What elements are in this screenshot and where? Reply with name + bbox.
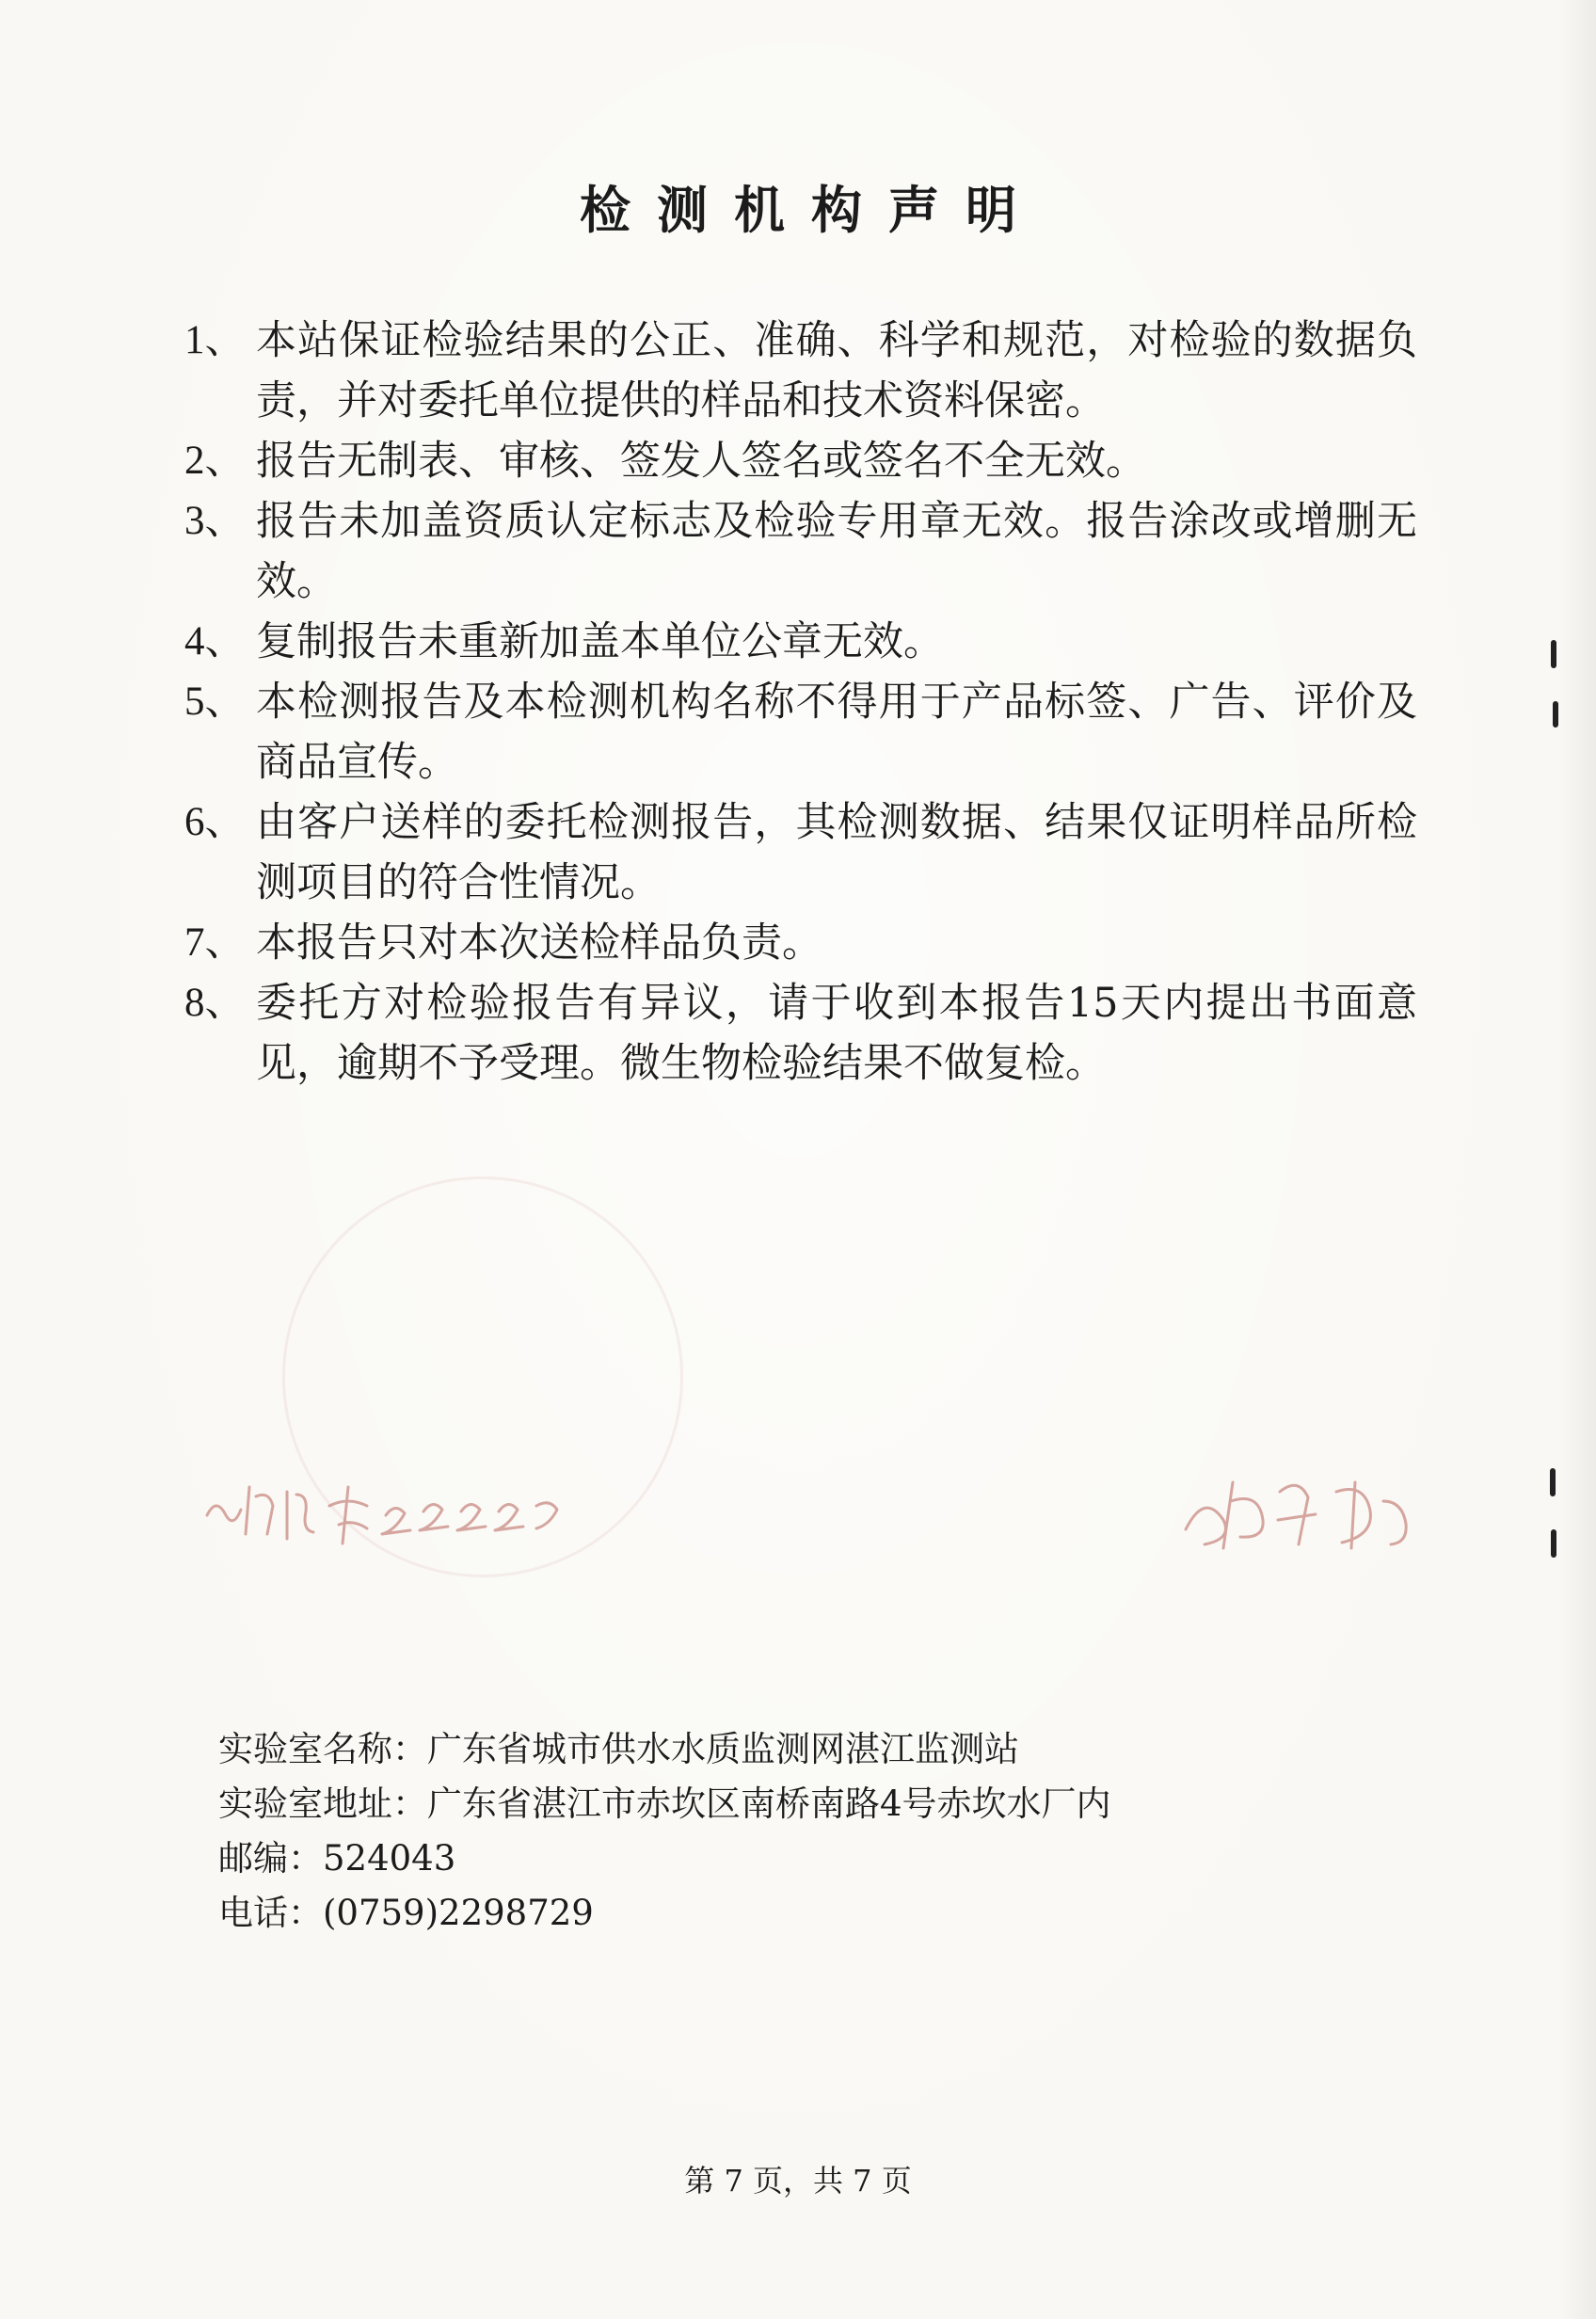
clause-text: 由客户送样的委托检测报告，其检测数据、结果仅证明样品所检测项目的符合性情况。: [256, 799, 1417, 906]
clause-item: [184, 913, 1417, 973]
clause-number: 5、: [184, 680, 246, 724]
clause-number: 2、: [184, 439, 246, 483]
clause-number: 7、: [184, 920, 246, 965]
clause-text: 本站保证检验结果的公正、准确、科学和规范，对检验的数据负责，并对委托单位提供的样品和技术资料保密。: [256, 317, 1417, 424]
lab-address: 实验室地址：广东省湛江市赤坎区南桥南路4号赤坎水厂内: [218, 1783, 1111, 1824]
page-number: 第 7 页，共 7 页: [684, 2163, 912, 2199]
handwritten-date-signature: [198, 1449, 593, 1562]
clause-item: [184, 311, 1417, 431]
clause-item: [184, 612, 1417, 672]
clause-number: 1、: [184, 318, 246, 362]
clause-list: [184, 311, 1417, 1094]
clause-number: 8、: [184, 981, 246, 1025]
clause-text: 复制报告未重新加盖本单位公章无效。: [256, 618, 944, 665]
binding-hole-mark: [1551, 640, 1556, 668]
clause-item: [184, 672, 1417, 792]
clause-text: 委托方对检验报告有异议，请于收到本报告15天内提出书面意见，逾期不予受理。微生物检验结果不做复检。: [256, 980, 1417, 1087]
clause-item: [184, 431, 1417, 491]
clause-text: 报告无制表、审核、签发人签名或签名不全无效。: [256, 438, 1146, 485]
clause-number: 3、: [184, 499, 246, 543]
clause-number: 6、: [184, 800, 246, 844]
lab-name: 实验室名称：广东省城市供水水质监测网湛江监测站: [218, 1729, 1019, 1769]
clause-item: [184, 491, 1417, 612]
lab-postcode: 邮编：524043: [218, 1838, 456, 1879]
page-edge-shadow: [1558, 0, 1596, 2319]
clause-text: 本检测报告及本检测机构名称不得用于产品标签、广告、评价及商品宣传。: [256, 679, 1417, 786]
handwritten-name-signature: [1176, 1454, 1421, 1567]
binding-hole-mark: [1553, 701, 1558, 728]
clause-item: [184, 973, 1417, 1094]
lab-info-block: [218, 1722, 1442, 1941]
clause-text: 报告未加盖资质认定标志及检验专用章无效。报告涂改或增删无效。: [256, 498, 1417, 605]
binding-hole-mark: [1550, 1468, 1556, 1496]
binding-hole-mark: [1551, 1529, 1556, 1558]
clause-item: [184, 792, 1417, 913]
clause-number: 4、: [184, 619, 246, 664]
clause-text: 本报告只对本次送检样品负责。: [256, 920, 822, 967]
page-title: 检测机构声明: [580, 180, 1043, 240]
lab-phone: 电话：(0759)2298729: [218, 1893, 594, 1933]
